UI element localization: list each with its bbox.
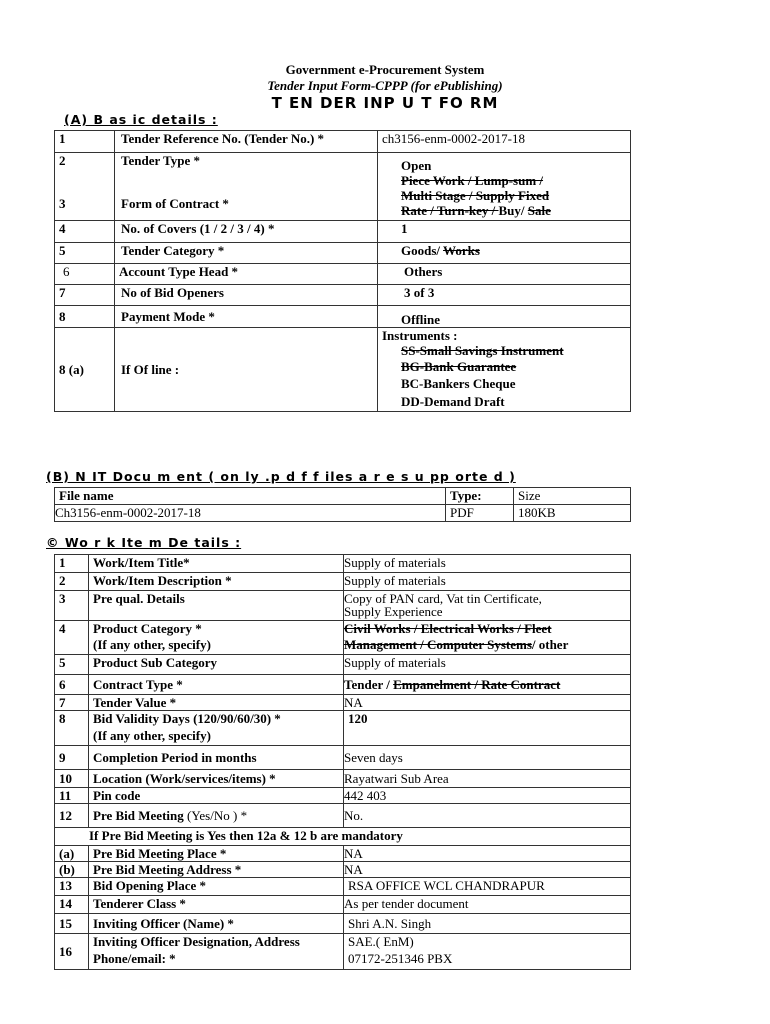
row-value: No. (344, 804, 631, 828)
row-number: 16 (55, 934, 89, 970)
row-label: No. of Covers (1 / 2 / 3 / 4) * (115, 221, 378, 243)
struck-option: Piece Work / Lump-sum / (401, 172, 544, 188)
table-row (55, 655, 631, 675)
row-label: Pre Bid Meeting Address * (89, 862, 344, 878)
struck-option: Management / Computer Systems (344, 637, 532, 652)
value-line: Supply Experience (344, 604, 443, 619)
row-number: 4 (55, 621, 89, 655)
table-row (55, 804, 631, 828)
row-label: Tender Category * (115, 243, 378, 264)
row-label: Work/Item Title* (89, 555, 344, 573)
table-row (55, 153, 631, 173)
pre-bid-note: If Pre Bid Meeting is Yes then 12a & 12 b are mandatory (55, 828, 631, 846)
tender-type-value: Open (378, 153, 631, 173)
label-bold: Pre Bid Meeting (93, 808, 187, 823)
row-number: 11 (55, 788, 89, 804)
table-row (55, 695, 631, 711)
struck-option: SS-Small Savings Instrument (401, 343, 564, 358)
row-label: No of Bid Openers (115, 285, 378, 306)
file-type: PDF (446, 505, 514, 522)
struck-option: Sale (527, 202, 551, 218)
row-number: 8 (55, 306, 115, 328)
struck-option: Empanelment / Rate Contract (393, 677, 561, 692)
selected-option: / other (531, 637, 569, 652)
row-number: 9 (55, 746, 89, 770)
row-label: Product Sub Category (89, 655, 344, 675)
file-size: 180KB (514, 505, 631, 522)
row-value (344, 675, 631, 695)
row-value: Rayatwari Sub Area (344, 770, 631, 788)
table-row (55, 131, 631, 153)
row-number: 8 (a) (55, 328, 115, 412)
work-item-table (54, 554, 631, 970)
row-value (344, 621, 631, 655)
label-line: (If any other, specify) (93, 728, 211, 743)
row-value: Shri A.N. Singh (344, 914, 631, 934)
table-row (55, 770, 631, 788)
row-value: Supply of materials (344, 655, 631, 675)
row-label: Bid Opening Place * (89, 878, 344, 896)
row-label: Pre qual. Details (89, 591, 344, 621)
column-header: Size (514, 488, 631, 505)
row-number: 10 (55, 770, 89, 788)
table-row (55, 788, 631, 804)
struck-option: Civil Works / Electrical Works / Fleet (344, 621, 552, 636)
row-value: NA (344, 695, 631, 711)
struck-option: Rate / Turn-key / (401, 202, 499, 218)
row-value: Seven days (344, 746, 631, 770)
form-subtitle: Tender Input Form-CPPP (for ePublishing) (267, 78, 503, 93)
label-line: Bid Validity Days (120/90/60/30) * (93, 711, 281, 726)
row-label: Payment Mode * (115, 306, 378, 328)
row-value: Supply of materials (344, 573, 631, 591)
table-row (55, 862, 631, 878)
selected-option: Tender / (344, 677, 394, 692)
system-title: Government e-Procurement System (285, 62, 485, 77)
value-line: SAE.( EnM) (348, 934, 414, 949)
row-label (89, 934, 344, 970)
row-value: NA (344, 846, 631, 862)
label-line: Inviting Officer Designation, Address (93, 934, 300, 949)
row-value (344, 934, 631, 970)
row-label: Completion Period in months (89, 746, 344, 770)
table-row (55, 896, 631, 914)
tender-category-value (378, 243, 631, 264)
row-number: 6 (55, 264, 115, 285)
table-row (55, 828, 631, 846)
instruments-label: Instruments : (382, 328, 458, 343)
row-number: 6 (55, 675, 89, 695)
label-line: Phone/email: * (93, 951, 176, 966)
row-number: 2 (55, 573, 89, 591)
column-header: Type: (446, 488, 514, 505)
table-row (55, 746, 631, 770)
instruments-value (378, 328, 631, 412)
label-line: Product Category * (93, 621, 202, 636)
covers-value: 1 (378, 221, 631, 243)
struck-option: BG-Bank Guarantee (401, 359, 517, 374)
row-number: (a) (55, 846, 89, 862)
table-row (55, 914, 631, 934)
table-row (55, 555, 631, 573)
row-number: 5 (55, 655, 89, 675)
column-header: File name (55, 488, 446, 505)
selected-option: Buy/ (498, 202, 528, 218)
row-value: NA (344, 862, 631, 878)
bid-openers-value: 3 of 3 (378, 285, 631, 306)
selected-option: Goods/ (401, 243, 444, 258)
table-row (55, 846, 631, 862)
table-row (55, 221, 631, 243)
row-label: Work/Item Description * (89, 573, 344, 591)
row-label: If Of line : (115, 328, 378, 412)
row-label: Account Type Head * (115, 264, 378, 285)
label-line: (If any other, specify) (93, 637, 211, 652)
value-line: 07172-251346 PBX (348, 951, 453, 966)
section-a-heading: (A) B as ic details : (64, 112, 218, 127)
label-plain: (Yes/No ) * (187, 808, 248, 823)
row-number: 8 (55, 711, 89, 746)
struck-option: Multi Stage / Supply Fixed (401, 187, 550, 203)
table-row (55, 488, 631, 505)
nit-document-table (54, 487, 631, 522)
row-number: 2 (55, 153, 115, 173)
row-number: (b) (55, 862, 89, 878)
value-line: Copy of PAN card, Vat tin Certificate, (344, 591, 542, 606)
row-value: Supply of materials (344, 555, 631, 573)
table-row (55, 505, 631, 522)
table-row (55, 243, 631, 264)
row-value: As per tender document (344, 896, 631, 914)
table-row (55, 306, 631, 328)
row-label: Location (Work/services/items) * (89, 770, 344, 788)
row-value: 442 403 (344, 788, 631, 804)
tender-ref-value: ch3156-enm-0002-2017-18 (378, 131, 631, 153)
row-label: Tender Reference No. (Tender No.) * (115, 131, 378, 153)
row-label: Tenderer Class * (89, 896, 344, 914)
table-row (55, 573, 631, 591)
row-number: 7 (55, 695, 89, 711)
table-row (55, 264, 631, 285)
row-label: Pin code (89, 788, 344, 804)
row-label: Tender Type * (115, 153, 378, 173)
instrument-option: BC-Bankers Cheque (401, 376, 516, 391)
file-name: Ch3156-enm-0002-2017-18 (55, 505, 446, 522)
instrument-option: DD-Demand Draft (401, 394, 505, 409)
table-row (55, 621, 631, 655)
row-number: 1 (55, 555, 89, 573)
table-row (55, 675, 631, 695)
row-number: 13 (55, 878, 89, 896)
row-number: 14 (55, 896, 89, 914)
account-head-value: Others (378, 264, 631, 285)
payment-mode-value: Offline (378, 306, 631, 328)
row-number: 5 (55, 243, 115, 264)
section-b-heading: (B) N IT Docu m ent ( on ly .p d f f iles a r e s u pp orte d ) (46, 469, 516, 484)
row-value (344, 591, 631, 621)
table-row (55, 934, 631, 970)
row-label: Contract Type * (89, 675, 344, 695)
row-number: 3 (55, 173, 115, 221)
row-number: 4 (55, 221, 115, 243)
row-value: RSA OFFICE WCL CHANDRAPUR (344, 878, 631, 896)
table-row (55, 878, 631, 896)
row-label: Form of Contract * (115, 173, 378, 221)
form-of-contract-value (378, 173, 631, 221)
row-label: Inviting Officer (Name) * (89, 914, 344, 934)
basic-details-table (54, 130, 631, 412)
table-row (55, 285, 631, 306)
table-row (55, 711, 631, 746)
row-number: 7 (55, 285, 115, 306)
table-row (55, 328, 631, 412)
row-number: 1 (55, 131, 115, 153)
form-title: T EN DER INP U T FO RM (271, 94, 499, 112)
row-label: Tender Value * (89, 695, 344, 711)
section-c-heading: © Wo r k Ite m De tails : (46, 535, 242, 550)
row-value: 120 (344, 711, 631, 746)
row-number: 3 (55, 591, 89, 621)
struck-option: Works (443, 243, 480, 258)
row-number: 15 (55, 914, 89, 934)
row-number: 12 (55, 804, 89, 828)
row-label (89, 804, 344, 828)
row-label (89, 711, 344, 746)
table-row (55, 173, 631, 221)
row-label: Pre Bid Meeting Place * (89, 846, 344, 862)
table-row (55, 591, 631, 621)
row-label (89, 621, 344, 655)
